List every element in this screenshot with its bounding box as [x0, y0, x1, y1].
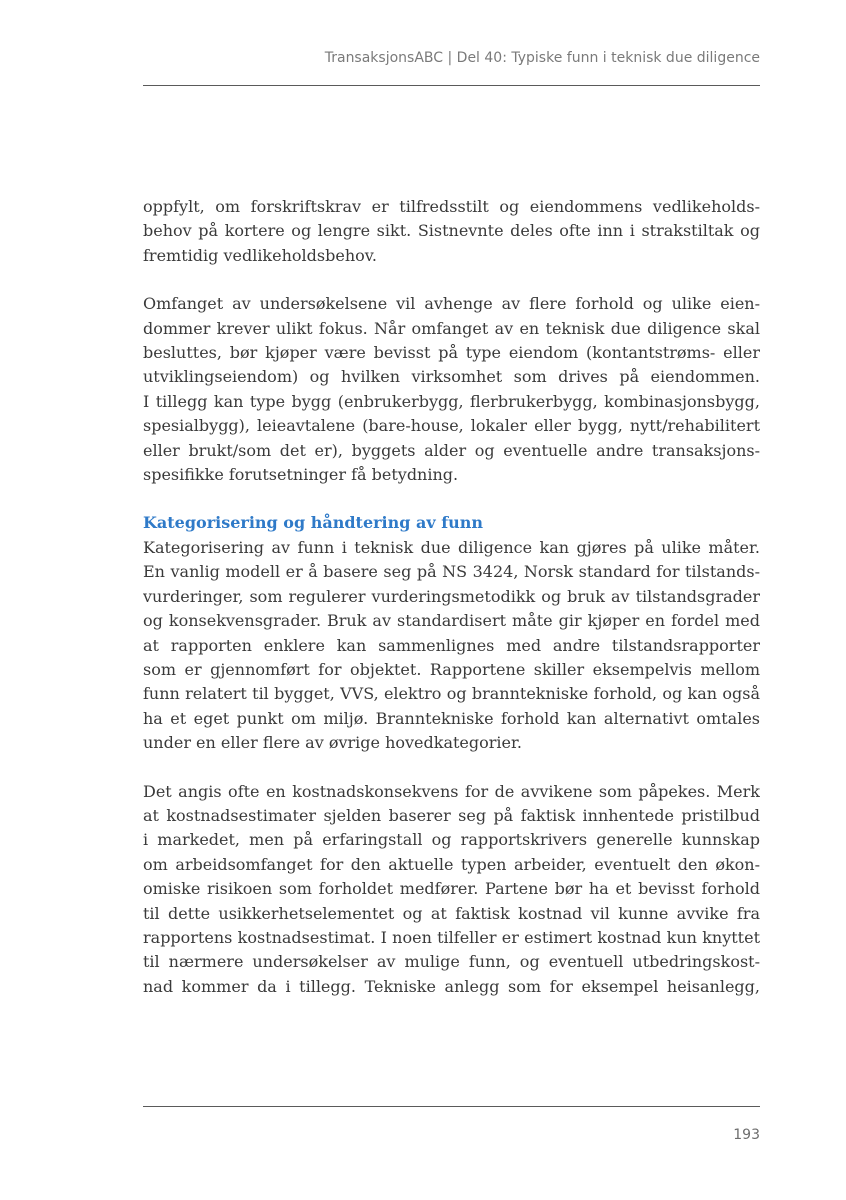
- text-line: ha et eget punkt om miljø. Branntekniske forhold kan alternativt omtales: [143, 708, 760, 728]
- text-line: at kostnadsestimater sjelden baserer seg på faktisk innhentede pristilbud: [143, 805, 760, 825]
- paragraph-4: [143, 780, 760, 1000]
- paragraph-2: [143, 292, 760, 487]
- text-line: spesifikke forutsetninger få betydning.: [143, 465, 459, 485]
- text-line: at rapporten enklere kan sammenlignes med andre tilstandsrapporter: [143, 635, 760, 655]
- text-line: Det angis ofte en kostnadskonsekvens for de avvikene som påpekes. Merk: [143, 781, 760, 801]
- text-line: i markedet, men på erfaringstall og rapportskrivers generelle kunnskap: [143, 830, 760, 850]
- text-line: funn relatert til bygget, VVS, elektro og branntekniske forhold, og kan også: [143, 684, 760, 704]
- text-line: behov på kortere og lengre sikt. Sistnevnte deles ofte inn i strakstiltak og: [143, 221, 760, 241]
- paragraph-3: [143, 511, 760, 755]
- text-line: nad kommer da i tillegg. Tekniske anlegg som for eksempel heisanlegg,: [143, 976, 760, 996]
- text-line: Omfanget av undersøkelsene vil avhenge av flere forhold og ulike eien-: [143, 294, 760, 314]
- text-line: oppfylt, om forskriftskrav er tilfredsstilt og eiendommens vedlikeholds-: [143, 197, 760, 216]
- running-header: TransaksjonsABC | Del 40: Typiske funn i teknisk due diligence: [324, 50, 760, 66]
- text-line: under en eller flere av øvrige hovedkategorier.: [143, 733, 522, 753]
- text-line: utviklingseiendom) og hvilken virksomhet som drives på eiendommen.: [143, 367, 760, 387]
- text-line: dommer krever ulikt fokus. Når omfanget av en teknisk due diligence skal: [143, 318, 760, 338]
- section-heading: Kategorisering og håndtering av funn: [143, 513, 484, 533]
- text-line: rapportens kostnadsestimat. I noen tilfeller er estimert kostnad kun knyttet: [143, 927, 760, 947]
- text-line: Kategorisering av funn i teknisk due diligence kan gjøres på ulike måter.: [143, 537, 760, 557]
- page-number: 193: [733, 1127, 760, 1143]
- text-line: omiske risikoen som forholdet medfører. Partene bør ha et bevisst forhold: [143, 879, 760, 899]
- text-line: En vanlig modell er å basere seg på NS 3424, Norsk standard for tilstands-: [143, 562, 760, 582]
- text-line: vurderinger, som regulerer vurderingsmetodikk og bruk av tilstandsgrader: [143, 586, 760, 606]
- header-divider: [143, 85, 760, 86]
- footer-divider: [143, 1106, 760, 1107]
- text-line: fremtidig vedlikeholdsbehov.: [143, 245, 377, 265]
- text-line: I tillegg kan type bygg (enbrukerbygg, flerbrukerbygg, kombinasjonsbygg,: [143, 391, 760, 411]
- text-line: som er gjennomført for objektet. Rapportene skiller eksempelvis mellom: [143, 659, 760, 679]
- text-line: til nærmere undersøkelser av mulige funn, og eventuell utbedringskost-: [143, 952, 760, 972]
- text-line: og konsekvensgrader. Bruk av standardisert måte gir kjøper en fordel med: [143, 611, 760, 631]
- text-line: om arbeidsomfanget for den aktuelle typen arbeider, eventuelt den økon-: [143, 854, 760, 874]
- text-line: besluttes, bør kjøper være bevisst på type eiendom (kontantstrøms- eller: [143, 343, 760, 363]
- text-line: eller brukt/som det er), byggets alder og eventuelle andre transaksjons-: [143, 440, 760, 460]
- text-line: til dette usikkerhetselementet og at faktisk kostnad vil kunne avvike fra: [143, 903, 760, 923]
- paragraph-1: [143, 195, 760, 268]
- body-text: [143, 195, 760, 999]
- text-line: spesialbygg), leieavtalene (bare-house, lokaler eller bygg, nytt/rehabilitert: [143, 416, 760, 436]
